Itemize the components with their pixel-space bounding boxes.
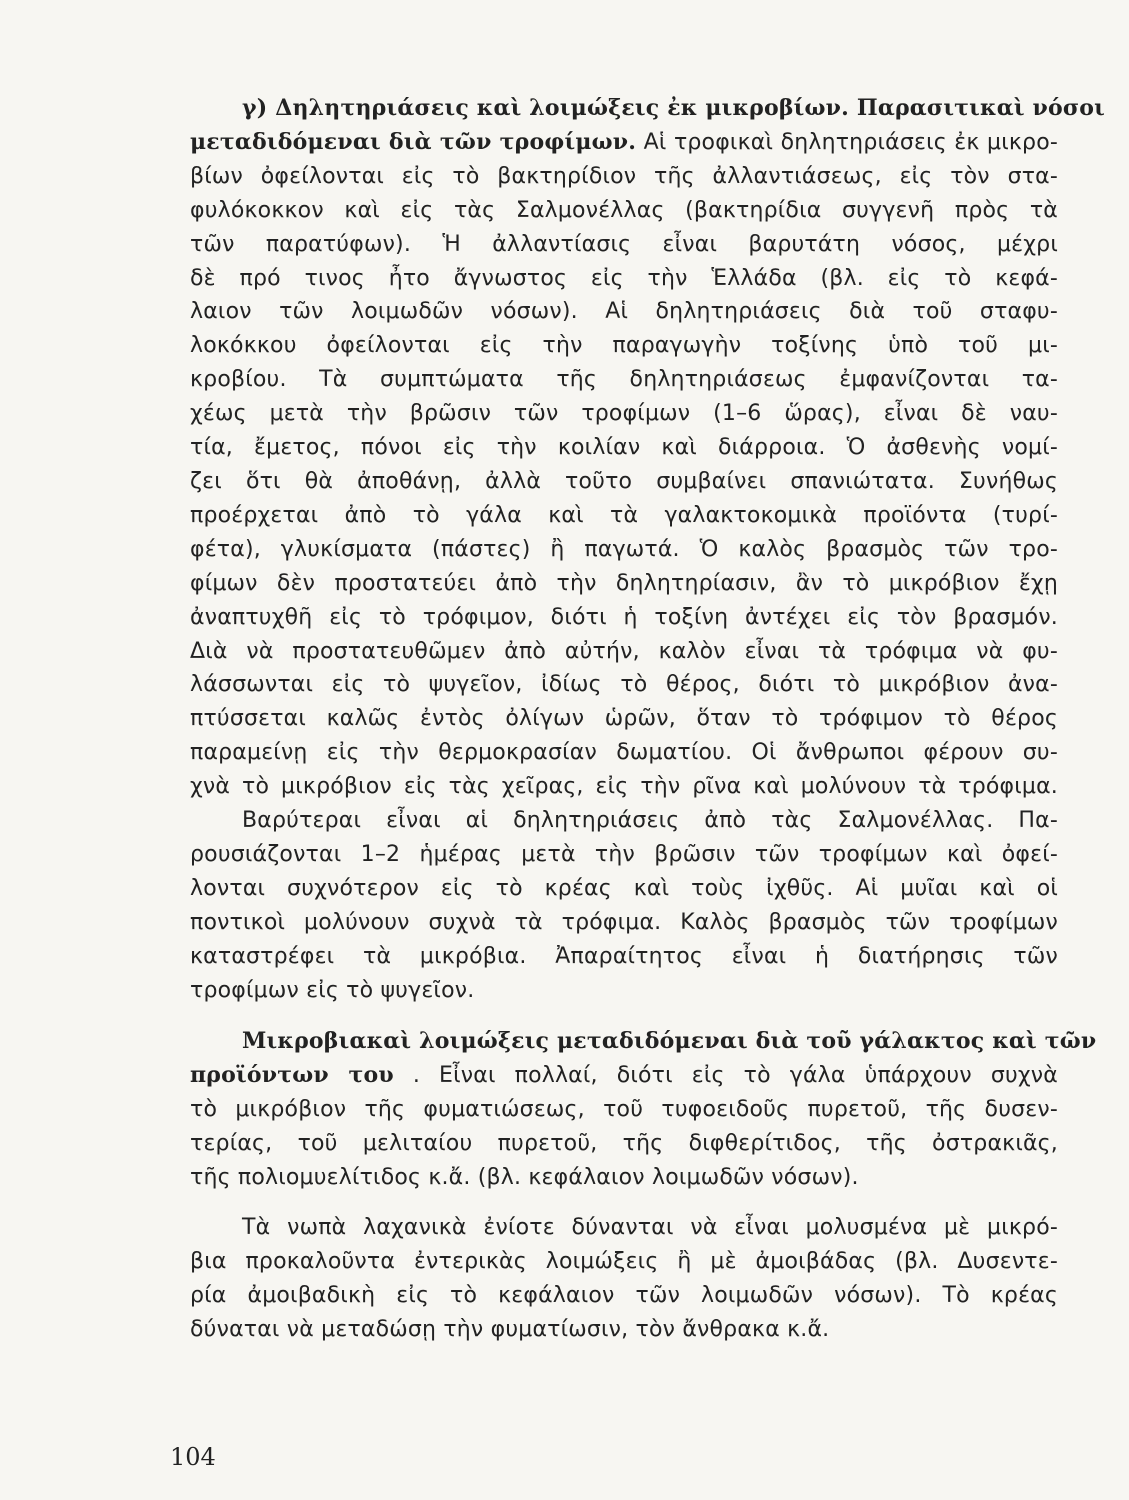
paragraph-2-line: καταστρέφει τὰ μικρόβια. Ἀπαραίτητος εἶναι ἡ διατήρησις τῶν (190, 943, 1058, 969)
paragraph-3-line (190, 1059, 1058, 1093)
page-text (190, 92, 1106, 1347)
paragraph-3-line: τὸ μικρόβιον τῆς φυματιώσεως, τοῦ τυφοειδοῦς πυρετοῦ, τῆς δυσεν- (190, 1097, 1058, 1123)
paragraph-1-line: λοκόκκου ὀφείλονται εἰς τὴν παραγωγὴν τοξίνης ὑπὸ τοῦ μι- (190, 333, 1058, 359)
paragraph-4-line: Τὰ νωπὰ λαχανικὰ ἐνίοτε δύνανται νὰ εἶναι μολυσμένα μὲ μικρό- (242, 1215, 1058, 1240)
paragraph-2-line: Βαρύτεραι εἶναι αἱ δηλητηριάσεις ἀπὸ τὰς Σαλμονέλλας. Πα- (242, 808, 1058, 834)
subsection-heading-continued: προϊόντων του (190, 1062, 394, 1089)
paragraph-4-line: ρία ἀμοιβαδικὴ εἰς τὸ κεφάλαιον τῶν λοιμωδῶν νόσων). Τὸ κρέας (190, 1282, 1058, 1308)
section-heading-continued: μεταδιδόμεναι διὰ τῶν τροφίμων. (190, 128, 637, 155)
paragraph-2-line: τροφίμων εἰς τὸ ψυγεῖον. (190, 977, 475, 1003)
paragraph-1-line: πτύσσεται καλῶς ἐντὸς ὀλίγων ὡρῶν, ὅταν τὸ τρόφιμον τὸ θέρος (190, 706, 1058, 732)
paragraph-1-line: χέως μετὰ τὴν βρῶσιν τῶν τροφίμων (1–6 ὥρας), εἶναι δὲ ναυ- (190, 401, 1058, 427)
paragraph-2-line: ρουσιάζονται 1–2 ἡμέρας μετὰ τὴν βρῶσιν τῶν τροφίμων καὶ ὀφεί- (190, 841, 1058, 867)
paragraph-1-line: Διὰ νὰ προστατευθῶμεν ἀπὸ αὐτήν, καλὸν εἶναι τὰ τρόφιμα νὰ φυ- (190, 638, 1058, 664)
paragraph-1-line: βίων ὀφείλονται εἰς τὸ βακτηρίδιον τῆς ἀλλαντιάσεως, εἰς τὸν στα- (190, 163, 1058, 189)
paragraph-4-line: δύναται νὰ μεταδώσῃ τὴν φυματίωσιν, τὸν ἄνθρακα κ.ἄ. (190, 1316, 830, 1342)
paragraph-1-line: φυλόκοκκον καὶ εἰς τὰς Σαλμονέλλας (βακτηρίδια συγγενῆ πρὸς τὰ (190, 197, 1058, 223)
paragraph-1-line: τῶν παρατύφων). Ἡ ἀλλαντίασις εἶναι βαρυτάτη νόσος, μέχρι (190, 231, 1058, 257)
paragraph-1-text: Αἱ τροφικαὶ δηλητηριάσεις ἐκ μικρο- (636, 129, 1058, 155)
paragraph-4-line: βια προκαλοῦντα ἐντερικὰς λοιμώξεις ἢ μὲ ἀμοιβάδας (βλ. Δυσεντε- (190, 1248, 1058, 1274)
paragraph-gap (190, 1007, 1058, 1025)
paragraph-1-heading-line (190, 92, 1106, 126)
subsection-heading: Μικροβιακαὶ λοιμώξεις μεταδιδόμεναι διὰ τοῦ γάλακτος καὶ τῶν (242, 1028, 1097, 1055)
paragraph-gap (190, 1195, 1058, 1211)
paragraph-1-line: ζει ὅτι θὰ ἀποθάνῃ, ἀλλὰ τοῦτο συμβαίνει σπανιώτατα. Συνήθως (190, 468, 1058, 494)
paragraph-3-text: . Εἶναι πολλαί, διότι εἰς τὸ γάλα ὑπάρχουν συχνὰ (393, 1063, 1058, 1089)
paragraph-2-line: ποντικοὶ μολύνουν συχνὰ τὰ τρόφιμα. Καλὸς βρασμὸς τῶν τροφίμων (190, 909, 1058, 935)
section-heading: γ) Δηλητηριάσεις καὶ λοιμώξεις ἐκ μικροβίων. Παρασιτικαὶ νόσοι (242, 95, 1106, 121)
paragraph-1-line: δὲ πρό τινος ἦτο ἄγνωστος εἰς τὴν Ἑλλάδα (βλ. εἰς τὸ κεφά- (190, 265, 1058, 291)
paragraph-1-line: τία, ἔμετος, πόνοι εἰς τὴν κοιλίαν καὶ διάρροια. Ὁ ἀσθενὴς νομί- (190, 435, 1058, 461)
page-number: 104 (170, 1443, 216, 1471)
paragraph-1-line: προέρχεται ἀπὸ τὸ γάλα καὶ τὰ γαλακτοκομικὰ προϊόντα (τυρί- (190, 502, 1058, 528)
paragraph-1-line: χνὰ τὸ μικρόβιον εἰς τὰς χεῖρας, εἰς τὴν ρῖνα καὶ μολύνουν τὰ τρόφιμα. (190, 774, 1058, 800)
paragraph-1-line: παραμείνῃ εἰς τὴν θερμοκρασίαν δωματίου. Οἱ ἄνθρωποι φέρουν συ- (190, 740, 1058, 766)
paragraph-1-line: λάσσωνται εἰς τὸ ψυγεῖον, ἰδίως τὸ θέρος, διότι τὸ μικρόβιον ἀνα- (190, 672, 1058, 698)
paragraph-2-line: λονται συχνότερον εἰς τὸ κρέας καὶ τοὺς ἰχθῦς. Αἱ μυῖαι καὶ οἱ (190, 875, 1058, 901)
paragraph-3-heading-line (190, 1025, 1097, 1059)
paragraph-1-line: ἀναπτυχθῆ εἰς τὸ τρόφιμον, διότι ἡ τοξίνη ἀντέχει εἰς τὸν βρασμόν. (190, 604, 1058, 630)
paragraph-1-line (190, 126, 1058, 160)
paragraph-3-line: τῆς πολιομυελίτιδος κ.ἄ. (βλ. κεφάλαιον λοιμωδῶν νόσων). (190, 1165, 859, 1191)
paragraph-3-line: τερίας, τοῦ μελιταίου πυρετοῦ, τῆς διφθερίτιδος, τῆς ὀστρακιᾶς, (190, 1131, 1058, 1157)
paragraph-1-line: φέτα), γλυκίσματα (πάστες) ἢ παγωτά. Ὁ καλὸς βρασμὸς τῶν τρο- (190, 536, 1058, 562)
paragraph-1-line: φίμων δὲν προστατεύει ἀπὸ τὴν δηλητηρίασιν, ἂν τὸ μικρόβιον ἔχῃ (190, 570, 1058, 596)
paragraph-1-line: κροβίου. Τὰ συμπτώματα τῆς δηλητηριάσεως ἐμφανίζονται τα- (190, 367, 1058, 393)
paragraph-1-line: λαιον τῶν λοιμωδῶν νόσων). Αἱ δηλητηριάσεις διὰ τοῦ σταφυ- (190, 299, 1058, 325)
